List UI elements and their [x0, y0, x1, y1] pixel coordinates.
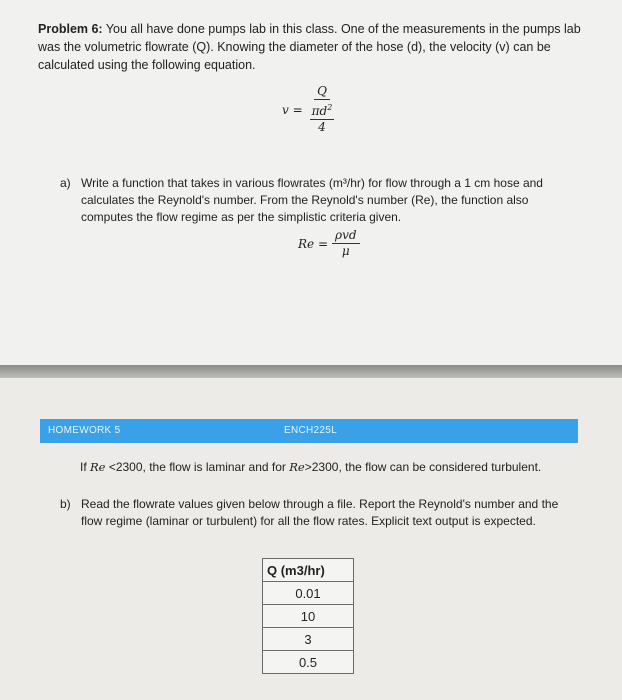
velocity-fraction [307, 84, 338, 135]
criteria-re-symbol: Re [90, 460, 106, 474]
reynolds-fraction [332, 228, 360, 259]
homework-banner [40, 419, 578, 443]
problem-intro: You all have done pumps lab in this class. One of the measurements in the pumps lab was the volumetric flowrate (Q). Knowing the diameter of the hose (d), the velocity (v) can be calculated using the following equation. [38, 22, 581, 72]
page-separator [0, 365, 622, 378]
table-cell: 0.01 [263, 582, 354, 605]
table-header-row [263, 559, 354, 582]
velocity-equation-lhs: v = [282, 102, 303, 117]
table-row [263, 651, 354, 674]
part-b-label: b) [60, 497, 71, 511]
table-cell: 3 [263, 628, 354, 651]
table-row [263, 582, 354, 605]
part-a-text: Write a function that takes in various flowrates (m³/hr) for flow through a 1 cm hose and calculates the Reynold's number. From the Reynold's number (Re), the function also computes the flow regime as per the simplistic criteria given. [81, 176, 543, 224]
problem-heading: Problem 6: [38, 22, 103, 36]
part-a-label: a) [60, 176, 71, 190]
reynolds-denominator: μ [341, 244, 350, 258]
velocity-numerator: Q [314, 84, 330, 100]
table-cell: 10 [263, 605, 354, 628]
banner-homework-label: HOMEWORK 5 [48, 425, 121, 436]
part-a [60, 175, 580, 226]
part-b [60, 496, 580, 530]
table-row [263, 628, 354, 651]
table-row [263, 605, 354, 628]
reynolds-equation-lhs: Re = [298, 236, 329, 251]
problem-statement [38, 20, 586, 74]
velocity-equation [282, 84, 337, 135]
velocity-denominator [307, 100, 338, 135]
part-b-text: Read the flowrate values given below through a file. Report the Reynold's number and the flow regime (laminar or turbulent) for all the flow rates. Explicit text output is expected. [81, 497, 559, 528]
flow-criteria [80, 459, 600, 476]
reynolds-numerator: ρvd [332, 228, 360, 244]
reynolds-equation [298, 228, 360, 259]
velocity-den-exponent: 2 [327, 103, 333, 112]
velocity-den-term: πd [311, 104, 328, 118]
flowrate-table [262, 558, 354, 674]
table-cell: 0.5 [263, 651, 354, 674]
table-header: Q (m3/hr) [263, 559, 354, 582]
criteria-re-symbol-2: Re [289, 460, 305, 474]
velocity-den-numerator [310, 100, 335, 120]
criteria-mid: <2300, the flow is laminar and for [105, 460, 290, 474]
criteria-pre: If [80, 460, 91, 474]
criteria-post: >2300, the flow can be considered turbulent. [304, 460, 542, 474]
velocity-den-denominator: 4 [318, 120, 326, 134]
banner-course-label: ENCH225L [284, 425, 337, 436]
